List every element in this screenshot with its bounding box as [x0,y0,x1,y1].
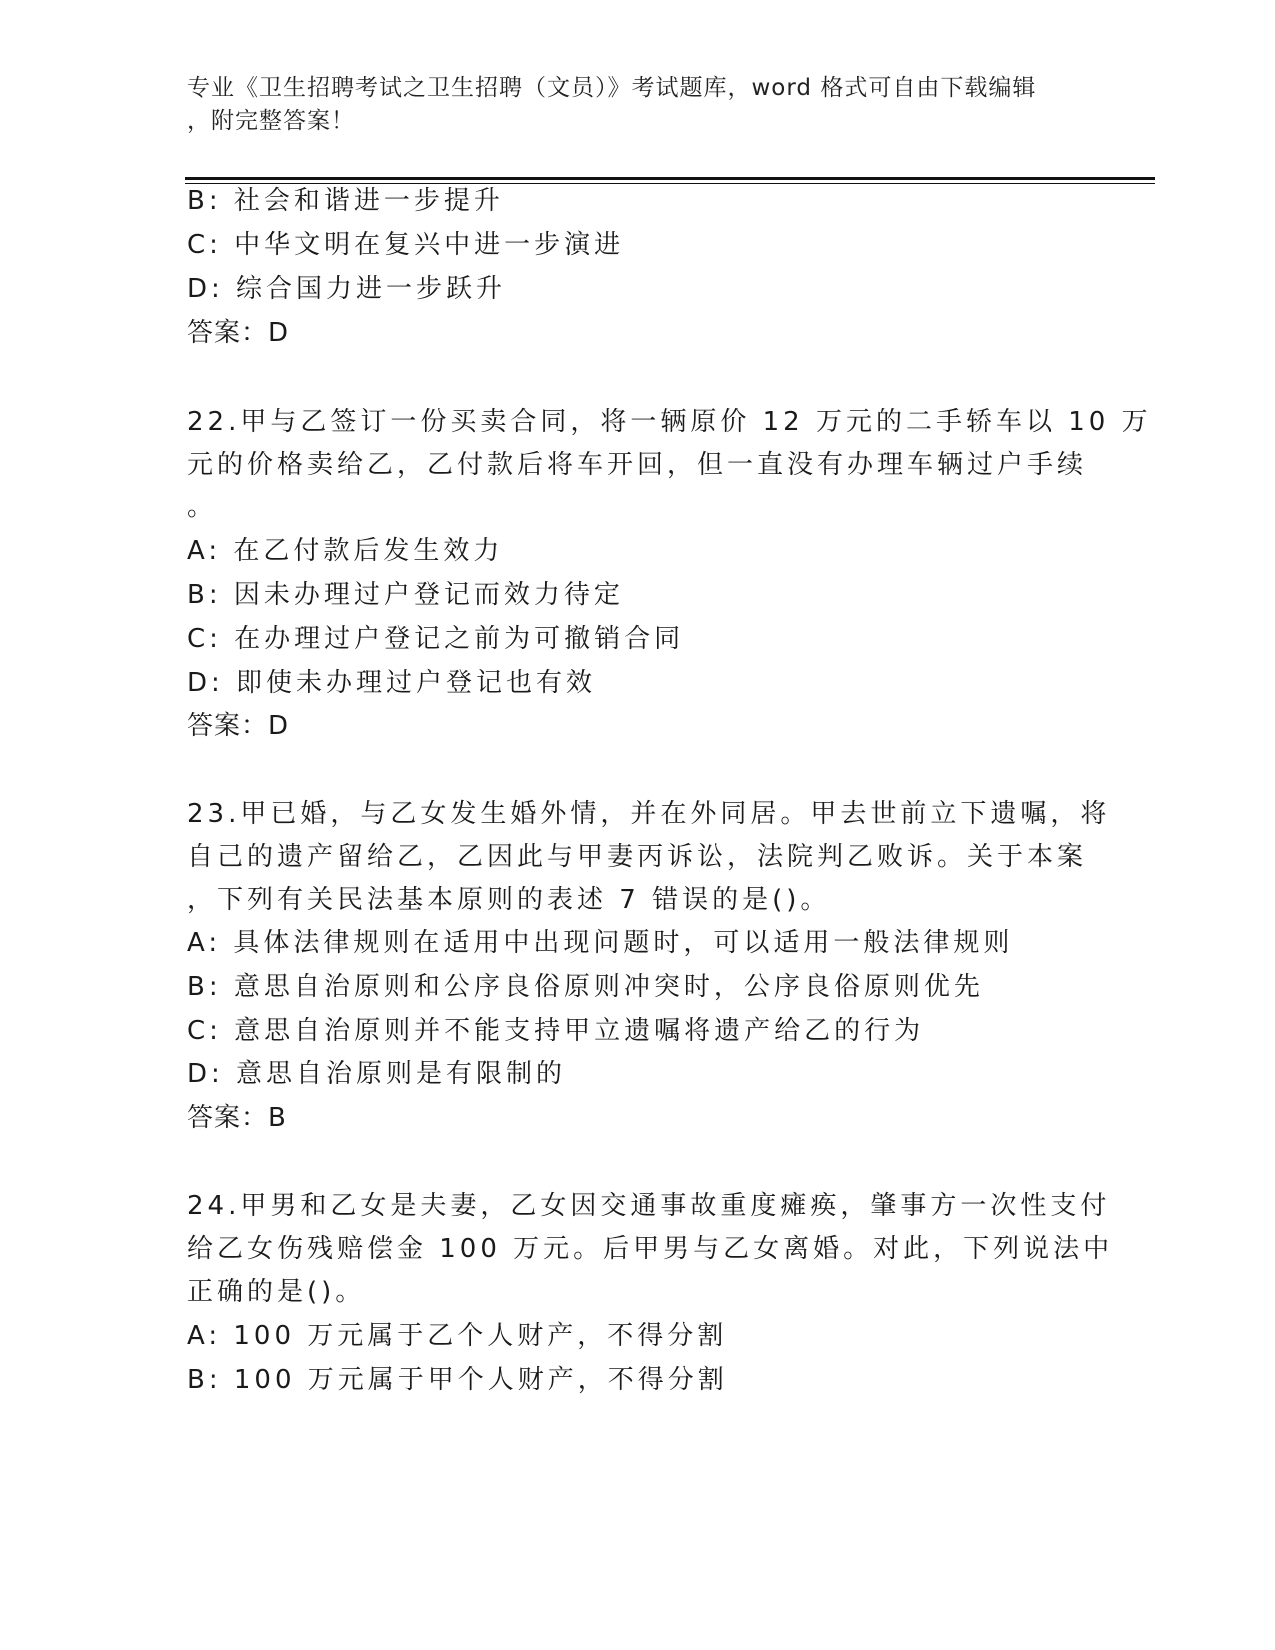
q23-option-c: C: 意思自治原则并不能支持甲立遗嘱将遗产给乙的行为 [187,1016,925,1046]
q24-stem-line-3: 正确的是()。 [187,1277,366,1307]
header-rule-thick [185,177,1155,180]
q23-option-a: A: 具体法律规则在适用中出现问题时，可以适用一般法律规则 [187,928,1014,958]
q22-stem-line-1: 22.甲与乙签订一份买卖合同，将一辆原价 12 万元的二手轿车以 10 万 [187,407,1152,437]
q23-stem-line-1: 23.甲已婚，与乙女发生婚外情，并在外同居。甲去世前立下遗嘱，将 [187,799,1111,829]
q22-option-c: C: 在办理过户登记之前为可撤销合同 [187,624,685,654]
q22-answer: 答案：D [187,711,290,741]
header-line-2: ，附完整答案！ [187,108,355,134]
q24-stem-line-1: 24.甲男和乙女是夫妻，乙女因交通事故重度瘫痪，肇事方一次性支付 [187,1191,1111,1221]
q24-option-b: B: 100 万元属于甲个人财产，不得分割 [187,1365,728,1395]
q23-stem-line-2: 自己的遗产留给乙，乙因此与甲妻丙诉讼，法院判乙败诉。关于本案 [187,842,1088,872]
q23-answer: 答案：B [187,1103,287,1133]
q22-stem-line-2: 元的价格卖给乙，乙付款后将车开回，但一直没有办理车辆过户手续 [187,450,1088,480]
header-line-1: 专业《卫生招聘考试之卫生招聘（文员）》考试题库，word 格式可自由下载编辑 [187,75,1037,101]
q24-stem-line-2: 给乙女伤残赔偿金 100 万元。后甲男与乙女离婚。对此，下列说法中 [187,1234,1114,1264]
q21-option-b: B: 社会和谐进一步提升 [187,186,504,216]
q23-stem-line-3: ，下列有关民法基本原则的表述 7 错误的是()。 [187,885,831,915]
q22-option-a: A: 在乙付款后发生效力 [187,536,504,566]
q24-option-a: A: 100 万元属于乙个人财产，不得分割 [187,1321,728,1351]
q22-option-d: D: 即使未办理过户登记也有效 [187,668,597,698]
q21-answer: 答案：D [187,318,290,348]
q22-stem-line-3: 。 [187,492,218,522]
document-header [187,72,1087,138]
q21-option-c: C: 中华文明在复兴中进一步演进 [187,230,625,260]
q22-option-b: B: 因未办理过户登记而效力待定 [187,580,624,610]
q23-option-d: D: 意思自治原则是有限制的 [187,1059,567,1089]
q23-option-b: B: 意思自治原则和公序良俗原则冲突时，公序良俗原则优先 [187,972,984,1002]
q21-option-d: D: 综合国力进一步跃升 [187,274,507,304]
